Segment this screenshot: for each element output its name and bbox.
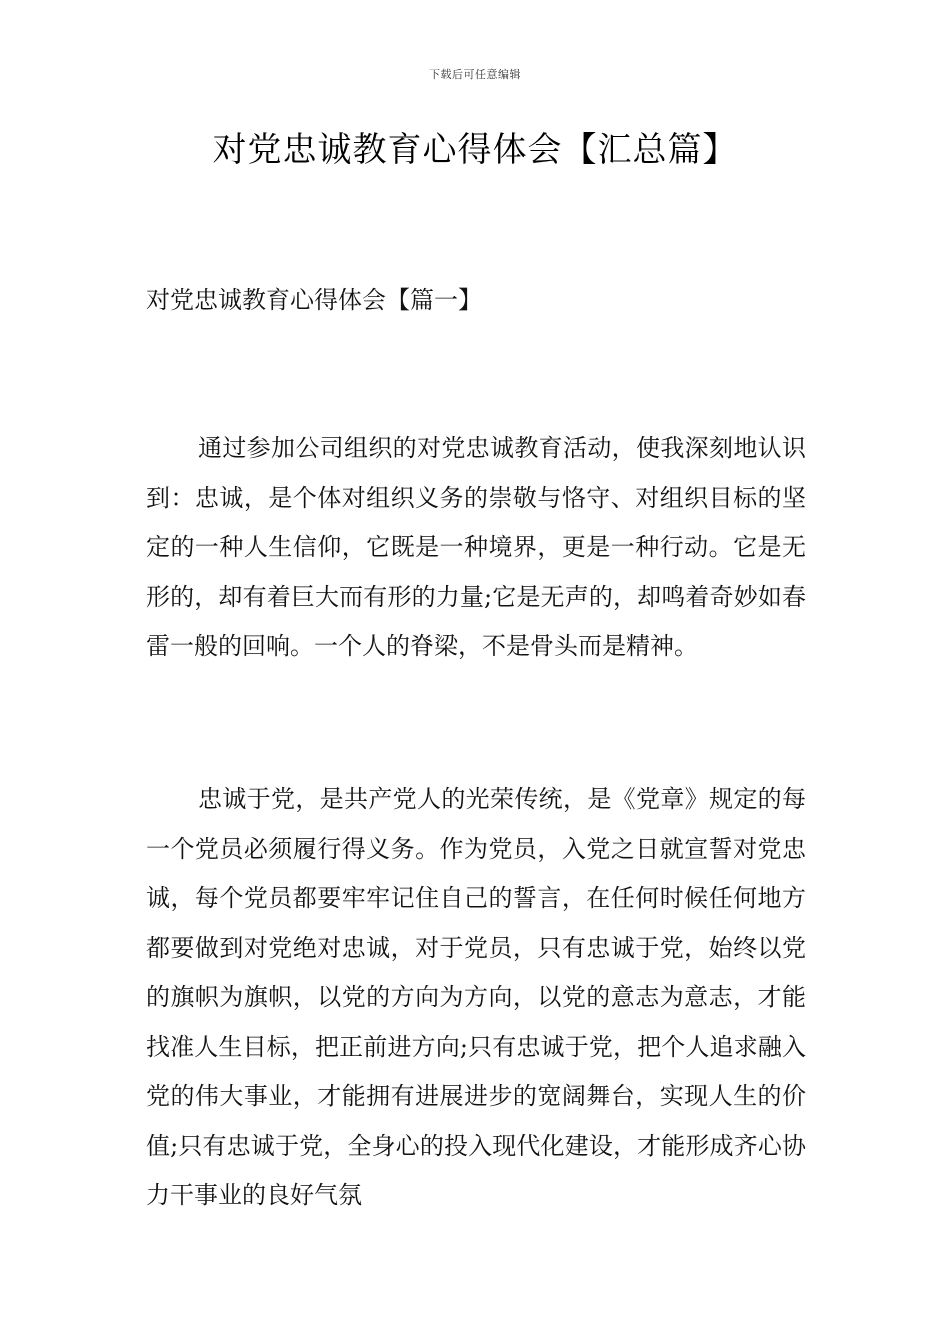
document-title: 对党忠诚教育心得体会【汇总篇】 [212, 130, 738, 170]
body-paragraph-2: 忠诚于党，是共产党人的光荣传统，是《党章》规定的每一个党员必须履行得义务。作为党员，入党之日就宣誓对党忠诚，每个党员都要牢牢记住自己的誓言，在任何时候任何地方都要做到对党绝对忠诚，对于党员，只有忠诚于党，始终以党的旗帜为旗帜，以党的方向为方向，以党的意志为意志，才能找准人生目标，把正前进方向;只有忠诚于党，把个人追求融入党的伟大事业，才能拥有进展进步的宽阔舞台，实现人生的价值;只有忠诚于党，全身心的投入现代化建设，才能形成齐心协力干事业的良好气氛 [146, 785, 806, 1209]
header-note: 下载后可任意编辑 [429, 68, 521, 81]
body-paragraph-1: 通过参加公司组织的对党忠诚教育活动，使我深刻地认识到：忠诚，是个体对组织义务的崇敬与恪守、对组织目标的坚定的一种人生信仰，它既是一种境界，更是一种行动。它是无形的，却有着巨大而有形的力量;它是无声的，却鸣着奇妙如春雷一般的回响。一个人的脊梁，不是骨头而是精神。 [146, 434, 806, 660]
section-heading: 对党忠诚教育心得体会【篇一】 [146, 286, 482, 314]
